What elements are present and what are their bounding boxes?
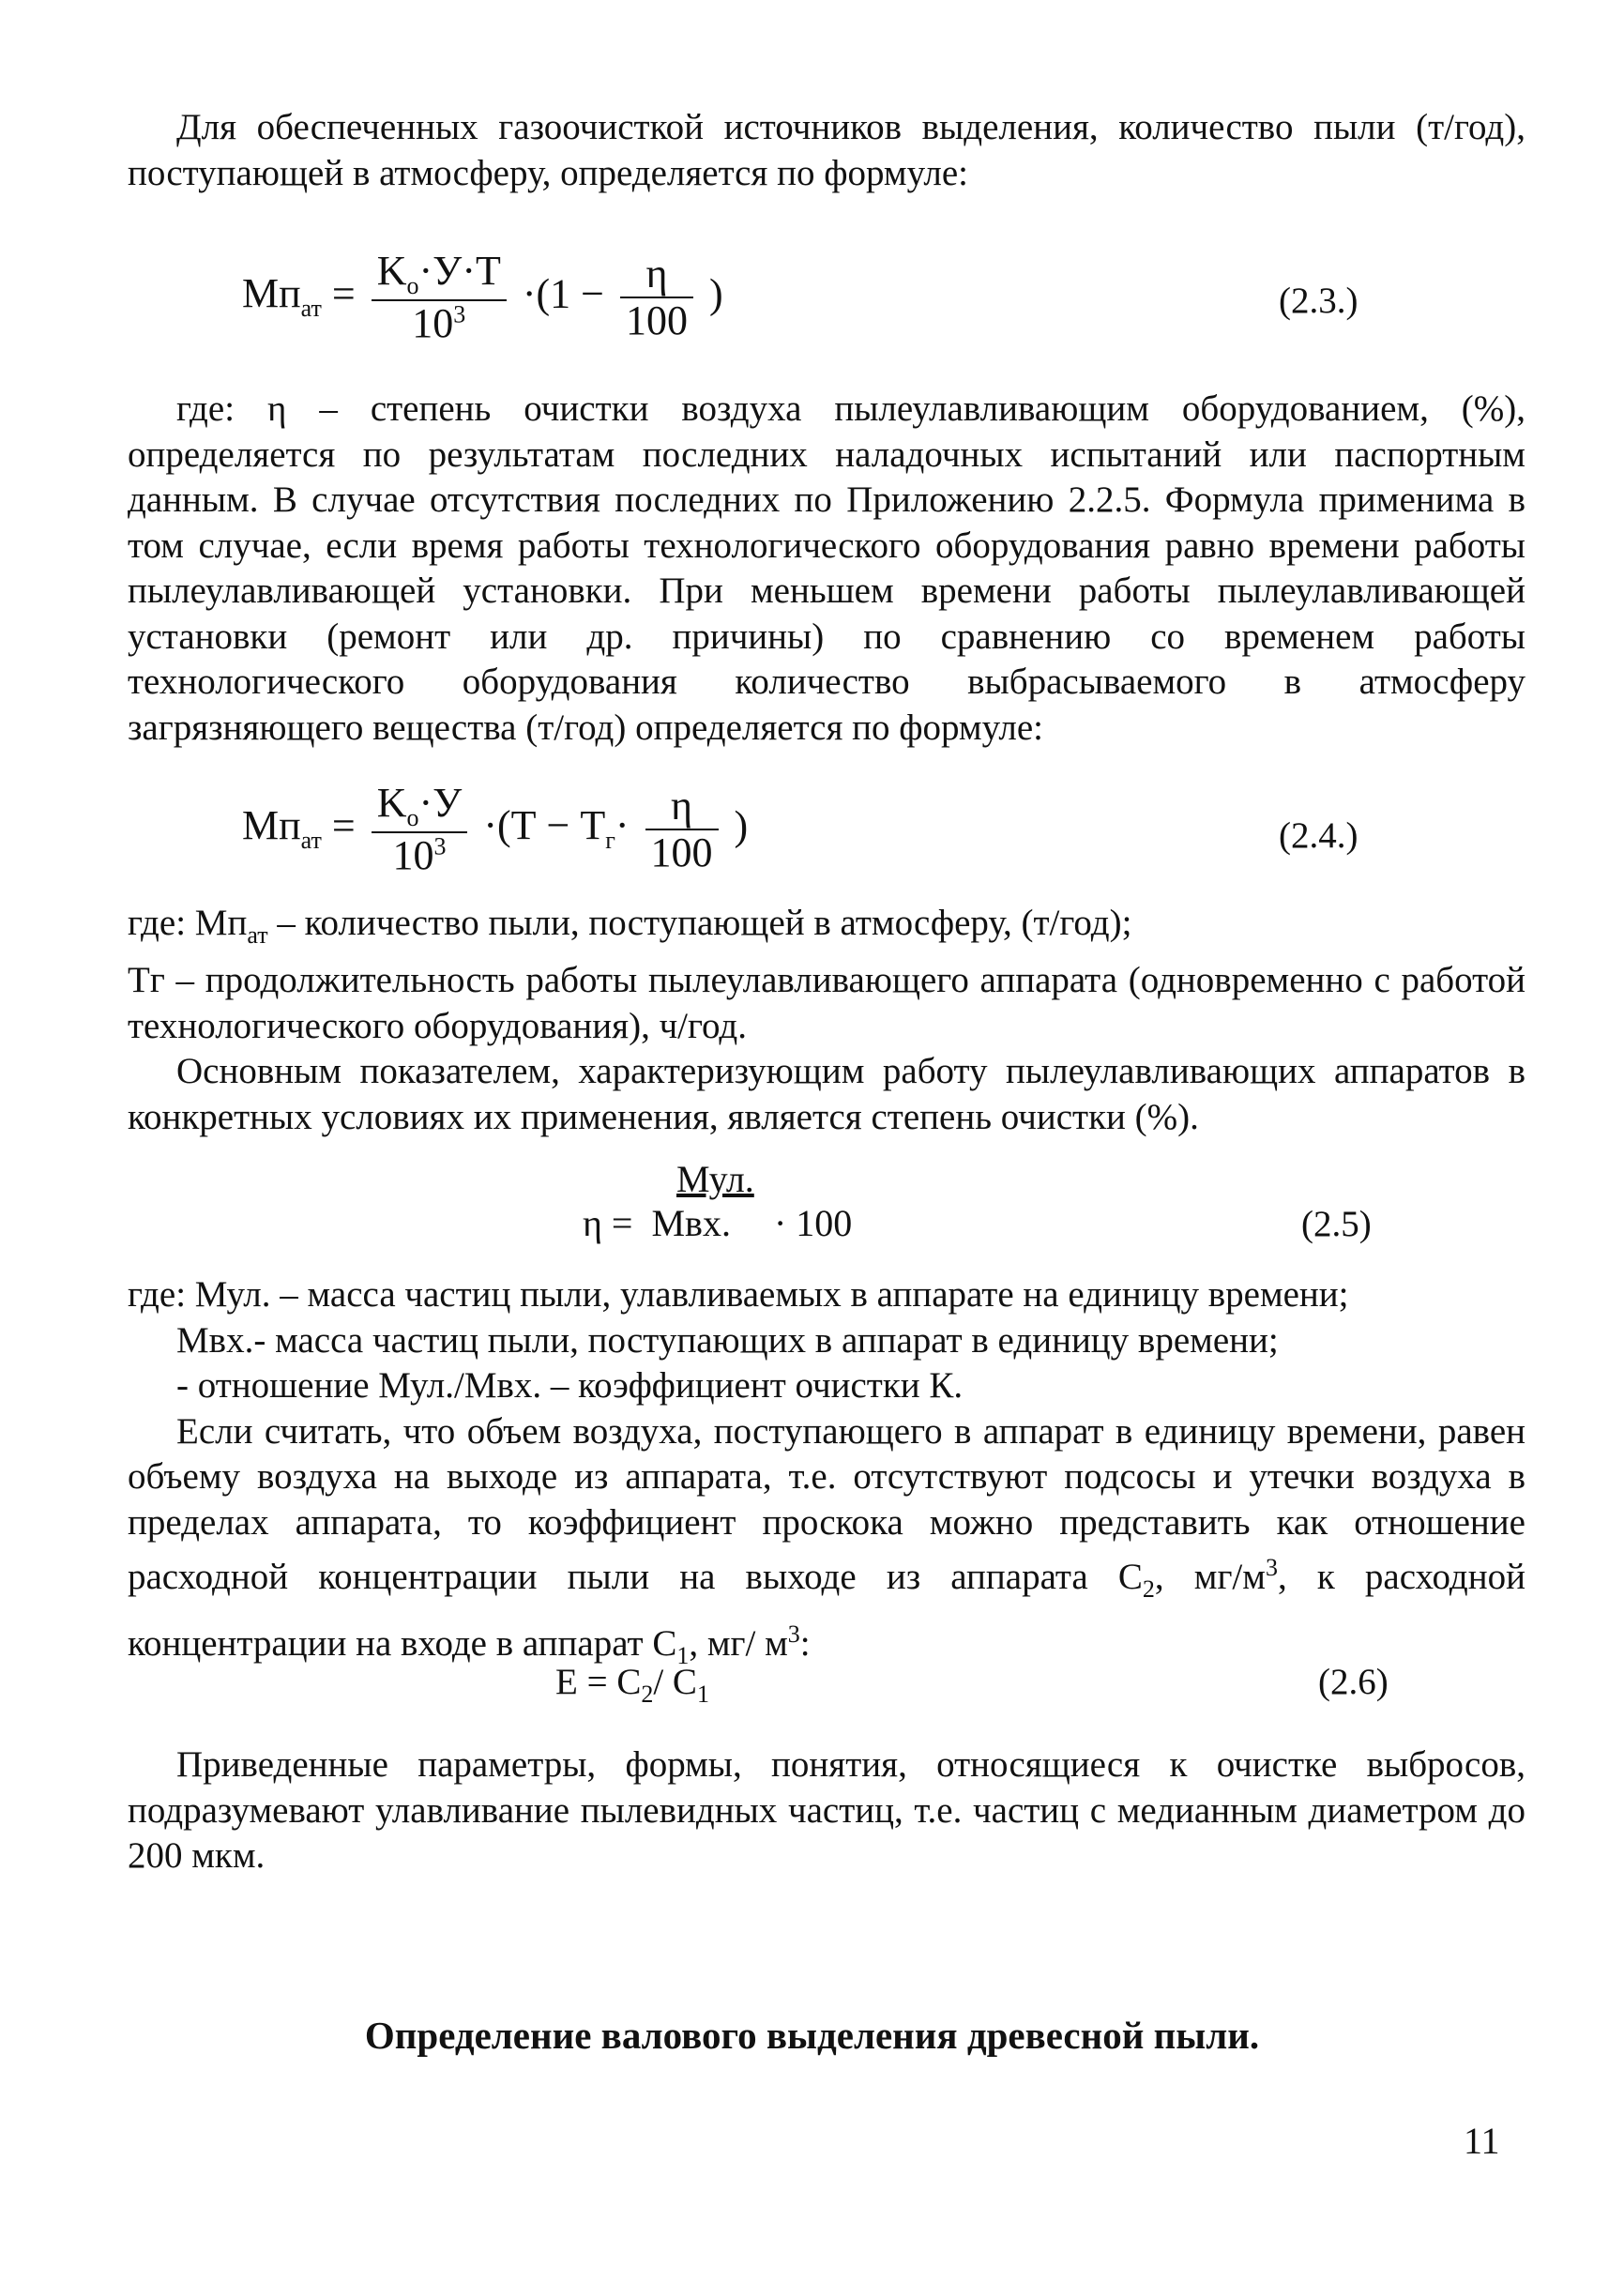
formula-2-3-fraction: $\frac{K_о\cdot У\cdot Т}{10^3}$ [372, 249, 507, 347]
def-mul: где: Мул. – масса частиц пыли, улавливаемых в аппарате на единицу времени; [128, 1274, 1349, 1315]
formula-2-4: $Мп_{ат}$ = $\frac{K_о\cdot У}{10^3}$ $\cdot(Т - Т_г\cdot$ $\frac{\eta}{100}$ ) [242, 780, 749, 879]
para-conclusion: Приведенные параметры, формы, понятия, относящиеся к очистке выбросов, подразумевают улавливание пылевидных частиц, т.е. частиц с медианным диаметром до 200 мкм. [128, 1744, 1525, 1876]
equation-number-2-6: (2.6) [1318, 1662, 1389, 1702]
formula-2-4-middle: $\cdot(Т - Т_г\cdot$ [483, 802, 630, 855]
formula-2-5 [583, 1157, 852, 1245]
eta-definition-paragraph [128, 387, 1525, 751]
definitions-block [128, 901, 1525, 1140]
formula-2-6: $Е = С_2/$ $С_1$ [555, 1662, 709, 1708]
equation-number-2-3: (2.3.) [1279, 281, 1358, 321]
formula-2-3-equals: = [331, 270, 356, 317]
formula-2-5-row: η = Мвх. · 100 [583, 1202, 853, 1244]
formula-2-5-numerator: Мул. [676, 1158, 754, 1200]
equation-number-2-4: (2.4.) [1279, 815, 1358, 856]
formula-2-3: $Мп_{ат}$ = $\frac{K_о\cdot У\cdot Т}{10^3}$ ·(1 − $\frac{\eta}{100}$ ) [242, 248, 723, 347]
formula-2-4-fraction: $\frac{K_о\cdot У}{10^3}$ [372, 781, 468, 879]
para-main-indicator: Основным показателем, характеризующим работу пылеулавливающих аппаратов в конкретных условиях их применения, является степень очистки (%). [128, 1051, 1525, 1137]
formula-2-3-eta-fraction: $\frac{\eta}{100}$ [620, 251, 693, 344]
equation-number-2-5: (2.5) [1301, 1204, 1372, 1244]
formula-2-4-lhs: $Мп_{ат}$ [242, 802, 322, 855]
def-ratio: - отношение Мул./Мвх. – коэффициент очистки К. [176, 1365, 964, 1406]
section-heading: Определение валового выделения древесной пыли. [364, 2014, 1260, 2057]
formula-2-3-middle: ·(1 − [522, 270, 604, 317]
formula-2-4-equals: = [331, 802, 356, 849]
para-leak-coefficient: Если считать, что объем воздуха, поступающего в аппарат в единицу времени, равен объему воздуха на выходе из аппарата, т.е. отсутствуют подсосы и утечки воздуха в пределах аппарата, то коэффициент проскока можно представить как отношение расходной концентрации пыли на выходе из аппарата $С_2$, $мг/м^3$, к расходной концентрации на входе в аппарат $С_1$, мг/ $м^3$: [128, 1410, 1525, 1670]
definitions-block-2 [128, 1272, 1525, 1680]
conclusion-paragraph [128, 1742, 1525, 1879]
page-number: 11 [1464, 2120, 1500, 2162]
def-mvx: Мвх.- масса частиц пыли, поступающих в аппарат в единицу времени; [176, 1319, 1279, 1361]
formula-2-3-lhs: $Мп_{ат}$ [242, 270, 322, 323]
formula-2-4-eta-fraction: $\frac{\eta}{100}$ [645, 783, 719, 876]
intro-paragraph [128, 105, 1525, 196]
def-tg: Тг – продолжительность работы пылеулавливающего аппарата (одновременно с работой технологического оборудования), ч/год. [128, 960, 1525, 1046]
def-mpat: где: $Мп_{ат}$ – количество пыли, поступающей в атмосферу, (т/год); [128, 903, 1132, 949]
para-intro: Для обеспеченных газоочисткой источников выделения, количество пыли (т/год), поступающей в атмосферу, определяется по формуле: [128, 107, 1525, 193]
para-eta-definition: где: η – степень очистки воздуха пылеулавливающим оборудованием, (%), определяется по результатам последних наладочных испытаний или паспортным данным. В случае отсутствия последних по Приложению 2.2.5. Формула применима в том случае, если время работы технологического оборудования равно времени работы пылеулавливающей установки. При меньшем времени работы пылеулавливающей установки (ремонт или др. причины) по сравнению со временем работы технологического оборудования количество выбрасываемого в атмосферу загрязняющего вещества (т/год) определяется по формуле: [128, 388, 1525, 748]
